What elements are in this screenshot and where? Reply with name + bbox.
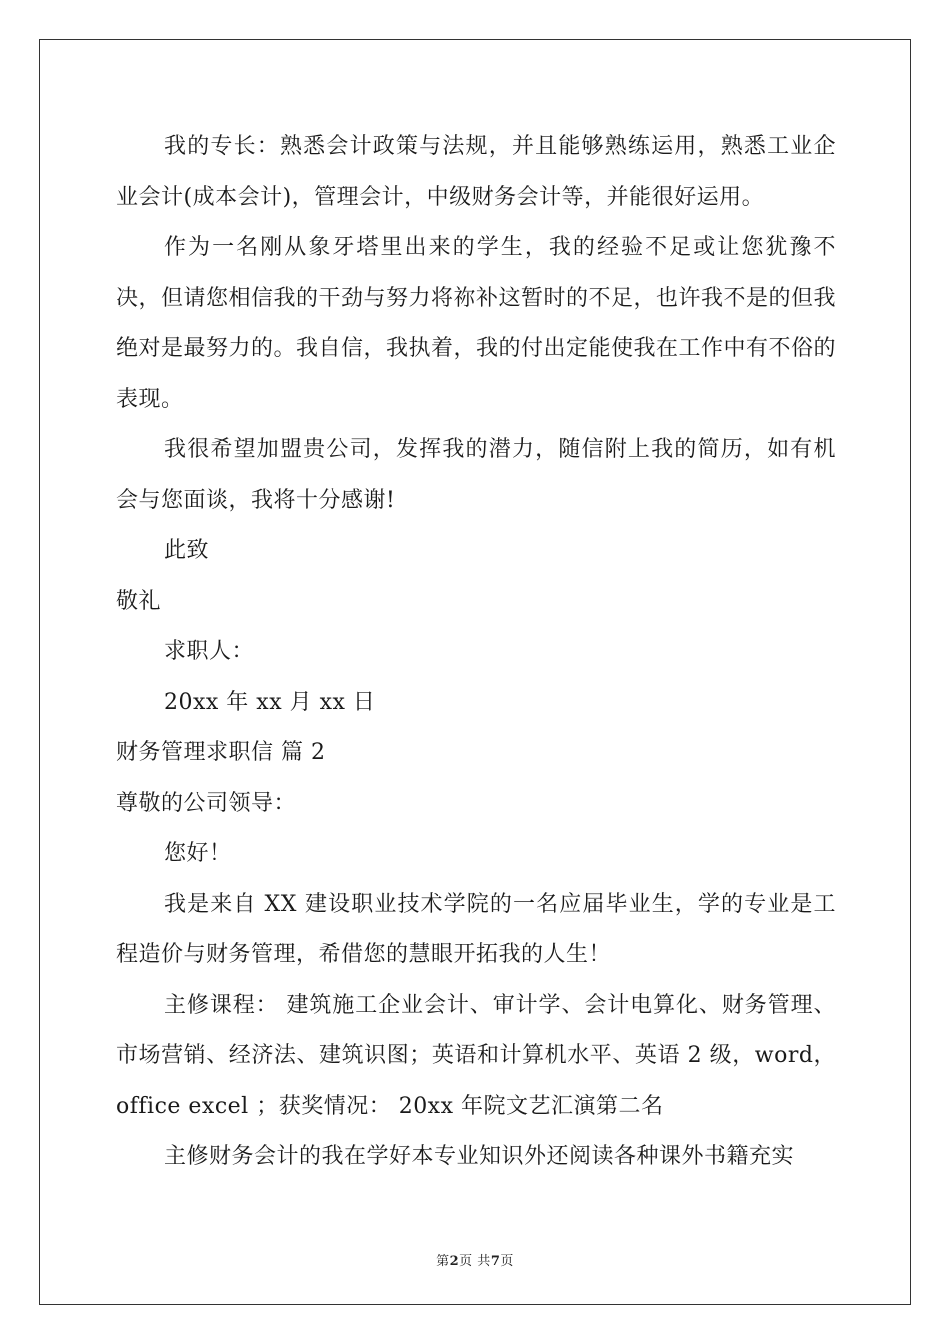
footer-prefix: 第 bbox=[436, 1254, 450, 1269]
closing-jingli: 敬礼 bbox=[116, 588, 162, 614]
signature-applicant: 求职人： bbox=[164, 639, 255, 664]
salutation: 尊敬的公司领导： bbox=[116, 790, 297, 816]
paragraph-experience: 作为一名刚从象牙塔里出来的学生，我的经验不足或让您犹豫不决，但请您相信我的干劲与努力将祢补这暂时的不足，也许我不是的但我绝对是最努力的。我自信，我执着，我的付出定能使我在工作中有不俗的表现。 bbox=[116, 235, 837, 412]
footer-mid: 页 共 bbox=[459, 1254, 491, 1269]
document-body bbox=[116, 122, 836, 1183]
footer-total-pages: 7 bbox=[490, 1254, 501, 1269]
closing-cizhi: 此致 bbox=[164, 538, 210, 563]
paragraph-courses: 主修课程： 建筑施工企业会计、审计学、会计电算化、财务管理、市场营销、经济法、建筑识图；英语和计算机水平、英语 2 级，word， office excel ；获奖情况： 20xx 年院文艺汇演第二名 bbox=[116, 992, 836, 1119]
paragraph-study: 主修财务会计的我在学好本专业知识外还阅读各种课外书籍充实 bbox=[164, 1144, 795, 1169]
paragraph-specialty: 我的专长：熟悉会计政策与法规，并且能够熟练运用，熟悉工业企业会计(成本会计)，管理会计，中级财务会计等，并能很好运用。 bbox=[116, 134, 836, 210]
paragraph-hope: 我很希望加盟贵公司，发挥我的潜力，随信附上我的简历，如有机会与您面谈，我将十分感谢! bbox=[116, 437, 836, 513]
footer-current-page: 2 bbox=[449, 1254, 460, 1269]
section-title: 财务管理求职信 篇 2 bbox=[116, 740, 326, 765]
greeting: 您好！ bbox=[164, 841, 232, 866]
signature-date: 20xx 年 xx 月 xx 日 bbox=[164, 689, 376, 715]
page-footer bbox=[0, 1250, 950, 1269]
footer-suffix: 页 bbox=[500, 1254, 514, 1269]
paragraph-introduction: 我是来自 XX 建设职业技术学院的一名应届毕业生，学的专业是工程造价与财务管理，希借您的慧眼开拓我的人生！ bbox=[116, 891, 836, 967]
